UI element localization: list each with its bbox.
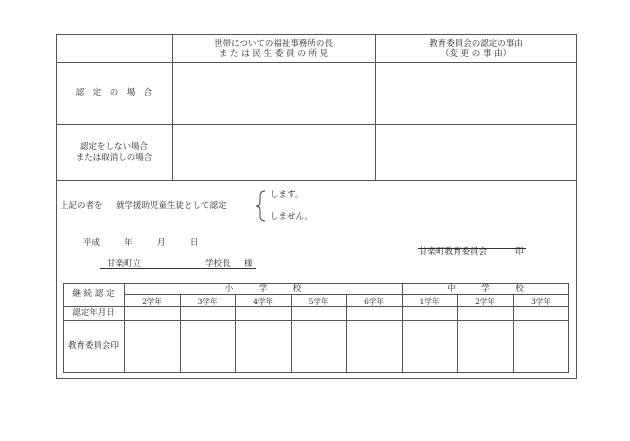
date-month: 月	[157, 238, 166, 248]
date-row-divider	[63, 320, 569, 321]
grade-label: 1学年	[419, 297, 440, 306]
table-bottom-divider	[56, 180, 577, 181]
row-divider	[56, 124, 577, 125]
grade-label: 2学年	[475, 297, 495, 306]
choice-brace-icon	[255, 190, 267, 222]
grade-label: 6学年	[364, 297, 384, 306]
row-label-reject-line2: または取消しの場合	[75, 153, 153, 163]
option-no: しません。	[270, 212, 314, 222]
reason-header-line1: 教育委員会の認定の事由	[429, 39, 523, 49]
addressee-town: 甘楽町立	[107, 259, 142, 269]
decision-purpose: 就学援助児童生徒として認定	[116, 201, 227, 211]
decision-subject: 上記の者を	[60, 201, 103, 211]
addressee-title: 学校長	[205, 259, 231, 269]
opinion-header-line2: ま た は 民 生 委 員 の 所 見	[218, 49, 329, 59]
label-certification-date: 認定年月日	[72, 308, 115, 318]
reason-header-line2: （変 更 の 事 由）	[440, 49, 512, 59]
grade-label: 2学年	[142, 297, 162, 306]
board-name: 甘楽町教育委員会	[419, 247, 488, 257]
addressee-honorific: 様	[244, 259, 253, 269]
date-year: 年	[124, 238, 133, 248]
date-era: 平成	[83, 238, 101, 248]
junior-high-header: 中 学 校	[447, 284, 524, 294]
board-seal: 印	[515, 247, 524, 257]
label-board-seal: 教育委員会印	[67, 341, 119, 351]
header-divider	[56, 62, 577, 63]
option-yes: します。	[270, 190, 304, 200]
elementary-school-header: 小 学 校	[224, 284, 302, 294]
row-label-reject-line1: 認定をしない場合	[79, 142, 148, 152]
row-label-approve: 認 定 の 場 合	[75, 88, 153, 98]
label-continuation: 継 続 認 定	[72, 289, 115, 299]
grade-label: 5学年	[308, 297, 329, 306]
opinion-header-line1: 世帯についての福祉事務所の長	[214, 39, 333, 49]
grade-label: 3学年	[197, 297, 218, 306]
date-day: 日	[190, 238, 199, 248]
grade-label: 4学年	[253, 297, 273, 306]
grade-label: 3学年	[531, 297, 551, 306]
